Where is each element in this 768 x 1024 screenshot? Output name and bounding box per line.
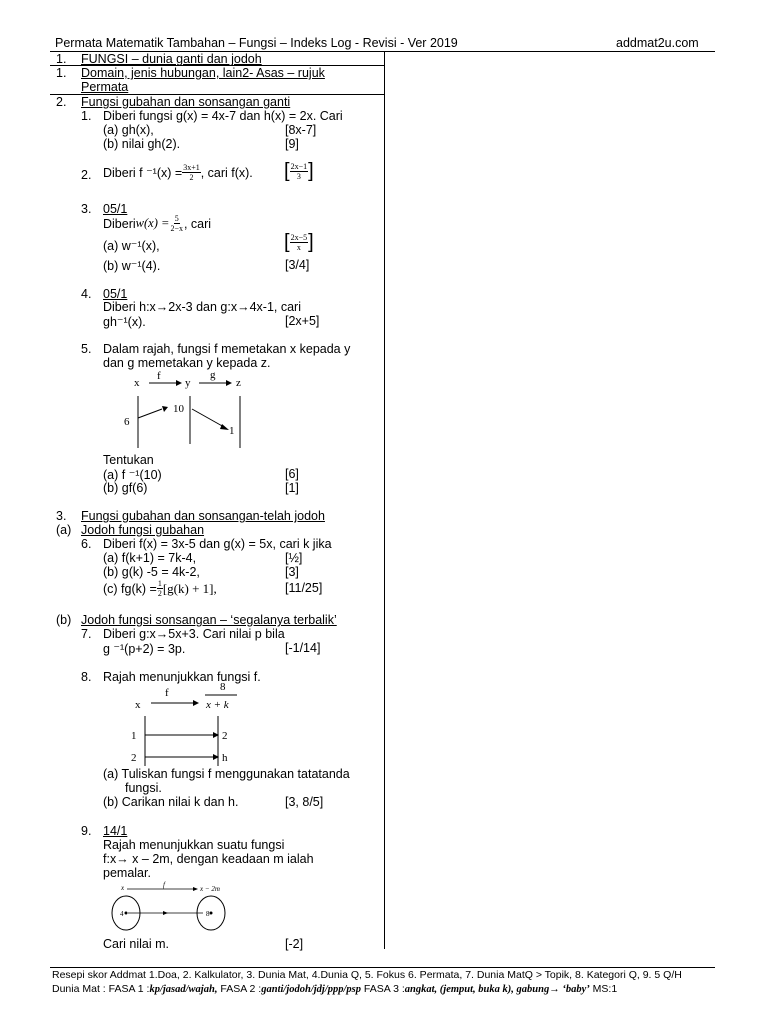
question-part: (b) nilai gh(2). [103, 137, 181, 151]
question-part: (c) fg(k) = $\frac{1}{2}$ [g(k) + 1], [103, 579, 217, 598]
answer: [-2] [285, 937, 304, 951]
question-part: (a) f ⁻¹(10) [103, 468, 162, 482]
section-number: 1. [56, 66, 67, 80]
page-title: Permata Matematik Tambahan – Fungsi – Indeks Log - Revisi - Ver 2019 [55, 36, 458, 50]
value-10: 10 [173, 403, 184, 415]
question-code: 14/1 [103, 824, 128, 838]
answer: [-1/14] [285, 641, 321, 655]
label-z: z [236, 377, 241, 389]
subsection-number: (a) [56, 523, 72, 537]
question-number: 4. [81, 287, 92, 301]
question-part: (a) gh(x), [103, 123, 154, 137]
label-x: x [121, 884, 125, 892]
arrow-diagram [103, 879, 243, 931]
answer: [3, 8/5] [285, 795, 324, 809]
question-text: gh⁻¹(x). [103, 315, 146, 329]
section-title: Fungsi gubahan dan sonsangan ganti [81, 95, 291, 109]
answer: [2x+5] [285, 314, 320, 328]
question-part: (a) Tuliskan fungsi f menggunakan tatatanda [103, 767, 350, 781]
question-text: Rajah menunjukkan fungsi f. [103, 670, 261, 684]
answer: [9] [285, 137, 299, 151]
question-part: (b) w⁻¹(4). [103, 259, 161, 273]
domain-1: 1 [131, 730, 137, 742]
footer-line-1: Resepi skor Addmat 1.Doa, 2. Kalkulator, 3. Dunia Mat, 4.Dunia Q, 5. Fokus 6. Permata, 7. Dunia MatQ > Topik, 8. Kategori Q, 9. 5 Q/H [52, 969, 682, 981]
section-title-cont: Permata [81, 80, 129, 94]
site-name: addmat2u.com [616, 36, 699, 50]
question-number: 9. [81, 824, 92, 838]
question-text: Diberi f(x) = 3x-5 dan g(x) = 5x, cari k jika [103, 537, 332, 551]
range-8: 8 [206, 910, 210, 918]
question-code: 05/1 [103, 202, 128, 216]
question-number: 6. [81, 537, 92, 551]
question-text: pemalar. [103, 866, 151, 880]
value-1: 1 [229, 425, 235, 437]
question-text: f:x→ x – 2m, dengan keadaan m ialah [103, 852, 314, 866]
fraction: $\frac{1}{2}$ [157, 579, 162, 598]
answer: [½] [285, 551, 303, 565]
question-text: g ⁻¹(p+2) = 3p. [103, 642, 186, 656]
section-number: 3. [56, 509, 67, 523]
fraction: $\frac{3x+1}{2}$ [183, 163, 200, 182]
question-text: Diberi w(x) = $\frac{5}{2-x}$ , cari [103, 214, 212, 233]
fraction-numerator: 8 [220, 681, 226, 693]
mapping-diagram [118, 368, 258, 448]
subsection-number: (b) [56, 613, 72, 627]
question-number: 2. [81, 168, 92, 182]
question-code: 05/1 [103, 287, 128, 301]
question-text: Dalam rajah, fungsi f memetakan x kepada y [103, 342, 351, 356]
domain-4: 4 [120, 910, 124, 918]
question-text: dan g memetakan y kepada z. [103, 356, 271, 370]
question-part: (a) f(k+1) = 7k-4, [103, 551, 197, 565]
question-part: (a) w⁻¹(x), [103, 239, 160, 253]
label-g: g [210, 369, 216, 381]
section-number: 1. [56, 52, 67, 66]
label-y: y [185, 377, 191, 389]
label-f: f [157, 370, 161, 382]
subsection-title: Jodoh fungsi sonsangan – ‘segalanya terbalik’ [81, 613, 337, 627]
fraction-denominator: x + k [206, 699, 229, 711]
footer-line-2: Dunia Mat : FASA 1 :kp/jasad/wajah, FASA 2 :ganti/jodoh/jdj/ppp/psp FASA 3 :angkat, (jemput, buka k), gabung→ ‘baby’ MS:1 [52, 983, 618, 995]
question-number: 3. [81, 202, 92, 216]
label-x: x [134, 377, 140, 389]
question-part: (b) gf(6) [103, 481, 148, 495]
range-h: h [222, 752, 228, 764]
section-number: 2. [56, 95, 67, 109]
question-text: Diberi f ⁻¹(x) = $\frac{3x+1}{2}$ , cari f(x). [103, 163, 253, 182]
question-number: 8. [81, 670, 92, 684]
question-text: Diberi h:x→2x-3 dan g:x→4x-1, cari [103, 300, 301, 314]
question-text: Diberi g:x→5x+3. Cari nilai p bila [103, 627, 285, 641]
function-diagram [125, 678, 255, 766]
question-number: 1. [81, 109, 92, 123]
answer: [3/4] [285, 258, 310, 272]
question-text: Diberi fungsi g(x) = 4x-7 dan h(x) = 2x. Cari [103, 109, 343, 123]
question-part: (b) Carikan nilai k dan h. [103, 795, 239, 809]
question-text: Rajah menunjukkan suatu fungsi [103, 838, 285, 852]
answer: [3] [285, 565, 299, 579]
answer: [ $\frac{2x-1}{3}$ ] [284, 161, 314, 181]
question-number: 5. [81, 342, 92, 356]
question-text: Tentukan [103, 453, 154, 467]
column-divider [384, 51, 385, 949]
answer: [ $\frac{2x-5}{x}$ ] [284, 232, 314, 252]
answer: [8x-7] [285, 123, 317, 137]
section-title: Domain, jenis hubungan, lain2- Asas – rujuk [81, 66, 325, 80]
label-output: x − 2m [200, 885, 220, 893]
question-number: 7. [81, 627, 92, 641]
subsection-title: Jodoh fungsi gubahan [81, 523, 205, 537]
value-6: 6 [124, 416, 130, 428]
question-text: Cari nilai m. [103, 937, 169, 951]
answer: [6] [285, 467, 299, 481]
domain-2: 2 [131, 752, 137, 764]
label-f: f [165, 687, 169, 699]
section-title: Fungsi gubahan dan sonsangan-telah jodoh [81, 509, 325, 523]
label-f: f [163, 881, 165, 889]
range-2: 2 [222, 730, 228, 742]
footer-rule [50, 967, 715, 968]
fraction: $\frac{5}{2-x}$ [170, 214, 183, 233]
answer: [11/25] [285, 581, 323, 595]
section-title: FUNGSI – dunia ganti dan jodoh [81, 52, 262, 66]
question-part-cont: fungsi. [125, 781, 162, 795]
label-x: x [135, 699, 141, 711]
answer: [1] [285, 481, 299, 495]
question-part: (b) g(k) -5 = 4k-2, [103, 565, 200, 579]
